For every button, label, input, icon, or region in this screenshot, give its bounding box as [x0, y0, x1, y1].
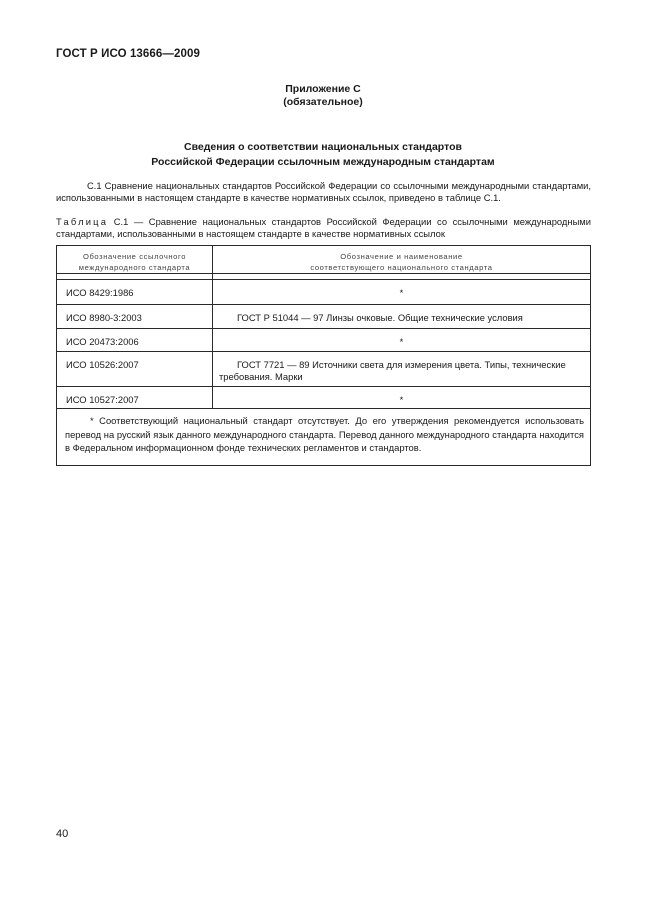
- appendix-title: Приложение С: [285, 83, 361, 95]
- table-row: [57, 329, 591, 352]
- no-equivalent-mark: *: [399, 287, 404, 298]
- header-col-reference: [57, 246, 213, 274]
- table-header-row: [57, 246, 591, 274]
- reference-code-cell: ИСО 20473:2006: [57, 329, 213, 352]
- header-col-national-line-1: Обозначение и наименование: [340, 252, 463, 261]
- table-caption-label: Таблица: [56, 216, 109, 227]
- table-footnote: * Соответствующий национальный стандарт отсутствует. До его утверждения рекомендуется использовать перевод на русский язык данного международного стандарта. Перевод данного международного стандарта находится в Федеральном информационном фонде технических регламентов и стандартов.: [57, 409, 591, 466]
- table-row: [57, 305, 591, 329]
- header-col-national-line-2: соответствующего национального стандарта: [310, 263, 493, 272]
- national-standard-cell: [213, 352, 591, 387]
- no-equivalent-mark: *: [399, 394, 404, 405]
- reference-code-cell: ИСО 10526:2007: [57, 352, 213, 387]
- appendix-heading: [0, 83, 646, 109]
- reference-code-cell: ИСО 10527:2007: [57, 387, 213, 409]
- reference-code-cell: ИСО 8429:1986: [57, 280, 213, 305]
- section-title: [0, 140, 646, 170]
- national-standard-text: ГОСТ Р 51044 — 97 Линзы очковые. Общие технические условия: [237, 312, 523, 323]
- standards-table: [56, 245, 591, 466]
- header-col-national: [213, 246, 591, 274]
- intro-paragraph: С.1 Сравнение национальных стандартов Российской Федерации со ссылочными международными стандартами, использованными в настоящем стандарте в качестве нормативных ссылок, приведено в таблице С.1.: [56, 180, 591, 203]
- national-standard-cell: [213, 387, 591, 409]
- header-col-reference-line-1: Обозначение ссылочного: [82, 252, 187, 261]
- appendix-status: (обязательное): [283, 96, 363, 108]
- table-row: [57, 387, 591, 409]
- page-number: 40: [56, 828, 69, 840]
- section-title-line-2: Российской Федерации ссылочным международным стандартам: [151, 156, 495, 168]
- section-title-line-1: Сведения о соответствии национальных стандартов: [184, 141, 462, 153]
- header-col-reference-line-2: международного стандарта: [78, 263, 191, 272]
- national-standard-cell: [213, 280, 591, 305]
- table-caption-text: С.1 — Сравнение национальных стандартов Российской Федерации со ссылочными международными стандартами, использованными в настоящем стандарте в качестве нормативных ссылок: [56, 216, 591, 239]
- table-footnote-row: [57, 409, 591, 466]
- table-caption: [56, 216, 591, 240]
- national-standard-cell: [213, 329, 591, 352]
- reference-code-cell: ИСО 8980-3:2003: [57, 305, 213, 329]
- no-equivalent-mark: *: [399, 336, 404, 347]
- national-standard-text: ГОСТ 7721 — 89 Источники света для измерения цвета. Типы, технические требования. Марки: [219, 359, 566, 382]
- table-row: [57, 352, 591, 387]
- table-row: [57, 280, 591, 305]
- document-id-header: ГОСТ Р ИСО 13666—2009: [56, 48, 201, 60]
- national-standard-cell: [213, 305, 591, 329]
